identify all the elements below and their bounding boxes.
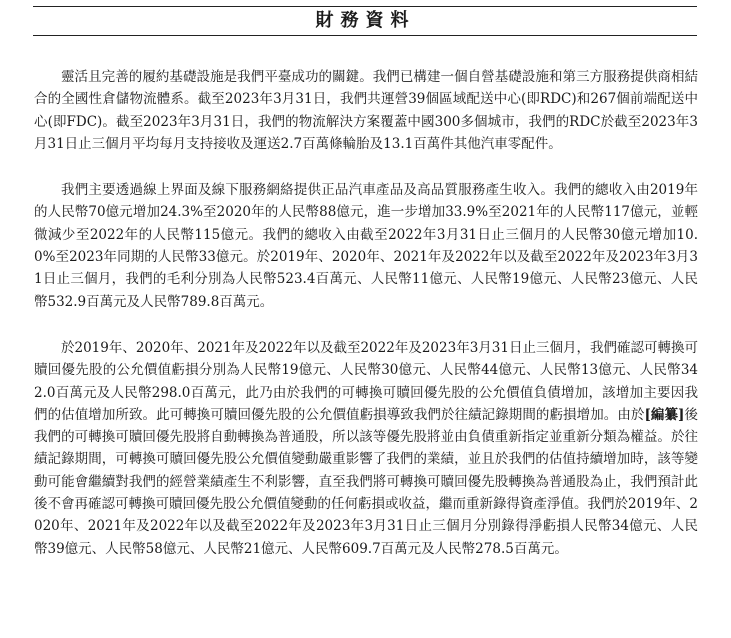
paragraph-fulfillment-infrastructure: 靈活且完善的履約基礎設施是我們平臺成功的關鍵。我們已構建一個自營基礎設施和第三方服務提供商相結合的全國性倉儲物流體系。截至2023年3月31日，我們共運營39個區域配送中心(即RDC)和267個前端配送中心(即FDC)。截至2023年3月31日，我們的物流解決方案覆蓋中國300多個城市，我們的RDC於截至2023年3月31日止三個月平均每月支持接收及運送2.7百萬條輪胎及13.1百萬件其他汽車零配件。	[34, 69, 698, 152]
paragraph-preferred-shares	[34, 337, 698, 560]
paragraph-text-part-1: 於2019年、2020年、2021年及2022年以及截至2022年及2023年3月31日止三個月，我們確認可轉換可贖回優先股的公允價值虧損分別為人民幣19億元、人民幣30億元、人民幣44億元、人民幣13億元、人民幣342.0百萬元及人民幣298.0百萬元，此乃由於我們的可轉換可贖回優先股的公允價值負債增加，該增加主要因我們的估值增加所致。此可轉換可贖回優先股的公允價值虧損導致我們於往績記錄期間的虧損增加。由於	[34, 339, 698, 423]
header-bottom-rule	[33, 35, 697, 36]
page-title: 財務資料	[315, 10, 416, 31]
paragraph-revenue: 我們主要透過線上界面及線下服務網絡提供正品汽車產品及高品質服務產生收入。我們的總收入由2019年的人民幣70億元增加24.3%至2020年的人民幣88億元，進一步增加33.9%至2021年的人民幣117億元，並輕微減少至2022年的人民幣115億元。我們的總收入由截至2022年3月31日止三個月的人民幣30億元增加10.0%至2023年同期的人民幣33億元。於2019年、2020年、2021年及2022年以及截至2022年及2023年3月31日止三個月，我們的毛利分別為人民幣523.4百萬元、人民幣11億元、人民幣19億元、人民幣23億元、人民幣532.9百萬元及人民幣789.8百萬元。	[34, 182, 698, 310]
header-top-rule	[33, 6, 697, 7]
document-body	[34, 66, 698, 560]
redacted-marker: [編纂]	[644, 406, 685, 423]
paragraph-text-part-2: 後我們的可轉換可贖回優先股將自動轉換為普通股，所以該等優先股將並由負債重新指定並重新分類為權益。於往績記錄期間，可轉換可贖回優先股公允價值變動嚴重影響了我們的業績，並且於我們的估值持續增加時，該等變動可能會繼續對我們的經營業績產生不利影響，直至我們將可轉換可贖回優先股轉換為普通股為止，我們預計此後不會再確認可轉換可贖回優先股公允價值變動的任何虧損或收益，繼而重新錄得資產淨值。我們於2019年、2020年、2021年及2022年以及截至2022年及2023年3月31日止三個月分別錄得淨虧損人民幣34億元、人民幣39億元、人民幣58億元、人民幣21億元、人民幣609.7百萬元及人民幣278.5百萬元。	[34, 406, 699, 557]
